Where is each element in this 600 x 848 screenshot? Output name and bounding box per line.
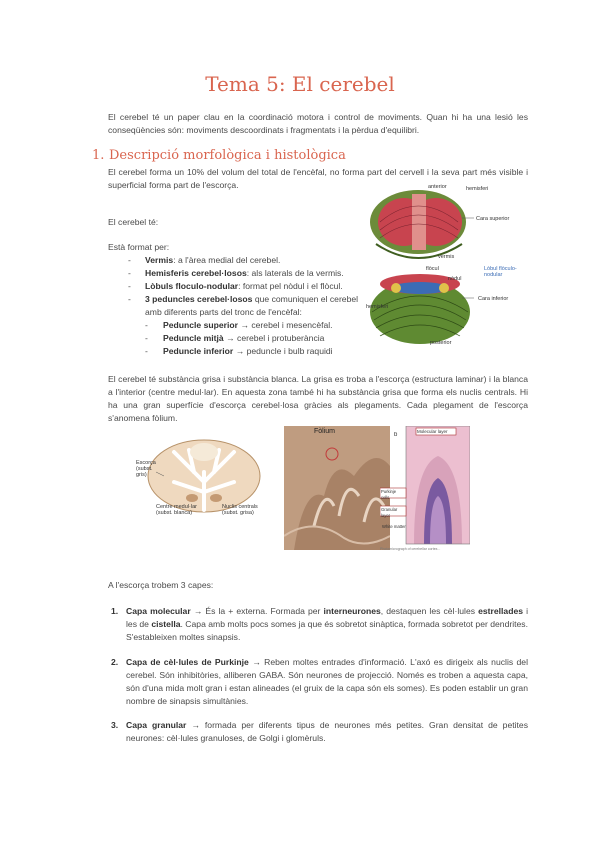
figure-tag-b: b — [394, 432, 398, 438]
label-hemisferi-inferior: hemisferi — [366, 304, 389, 310]
list-item-bold: Vermis — [145, 255, 174, 265]
cerebellum-illustration — [366, 180, 528, 348]
folium-image — [284, 426, 390, 550]
label-vermis: vermis — [438, 254, 455, 260]
label-lobul-floculo-nodular: Lòbul flòculo-nodular — [484, 266, 517, 278]
layer-plain-text: → Reben moltes entrades d'informació. L'axó es dirigeix als nuclis del cerebel. Són inhibitòries, alliberen GABA. Són neurones de projecció. Només es troben a aquesta capa, són d'una mida molt gran i estan alineades (el gruix de la capa són els somes). Es poden establir un gran nombre de sinapsis simultànies. — [126, 657, 528, 706]
layer-bold-text: Capa de cèl·lules de Purkinje — [126, 657, 249, 667]
list-item-text: : a l'àrea medial del cerebel. — [173, 255, 281, 265]
layer-bold-text: cistella — [151, 619, 181, 629]
sub-item-bold: Peduncle inferior — [163, 346, 234, 356]
intro-paragraph: El cerebel té un paper clau en la coordinació motora i control de moviments. Quan hi ha una lesió les conseqüències són: moviments descoordinats i fragmentats i la pèrdua d'equilibri. — [108, 112, 528, 135]
capes-intro: A l'escorça trobem 3 capes: — [108, 580, 214, 590]
layer-item-1 — [111, 605, 528, 644]
page-title: Tema 5: El cerebel — [205, 72, 395, 96]
sub-list-item: - Peduncle superior → cerebel i mesencèfal. — [145, 320, 333, 330]
layer-number: 3. — [111, 720, 119, 730]
label-folium: Fòlium — [314, 428, 336, 435]
section-heading — [92, 148, 346, 163]
layer-plain-text: → formada per diferents tipus de neurones més petites. Gran densitat de petites neurones: cèl·lules granuloses, de Golgi i glomèruls. — [126, 720, 528, 743]
list-item-text: : format pel nòdul i el flòcul. — [238, 281, 343, 291]
sub-list-item: - Peduncle mitjà → cerebel i protuberància — [145, 333, 325, 343]
sub-item-bold: Peduncle superior — [163, 320, 238, 330]
list-item-bold: Hemisferis cerebel·losos — [145, 268, 247, 278]
layer-plain-text: . Capa amb molts pocs somes ja que és sobretot sinàptica, formada sobretot per dendrites. S'estableixen moltes sinapsis. — [126, 619, 528, 642]
layer-plain-text: i les de — [126, 606, 528, 629]
label-cara-inferior: Cara inferior — [478, 296, 509, 302]
label-escorca: Escorça (subst. gris) — [136, 460, 156, 478]
layer-item-2 — [111, 656, 528, 708]
list-item: - Hemisferis cerebel·losos: als laterals de la vermis. — [128, 268, 344, 278]
section-paragraph-2: El cerebel té substància grisa i substància blanca. La grisa es troba a l'escorça (estructura laminar) i la blanca a l'interior (centre medul·lar). En aquesta zona també hi ha substància grisa que forma els nuclis centrals. Hi ha una gran superfície d'escorça cerebel·losa gràcies als plegaments. Cada plegament de l'escorça s'anomena fòlium. — [108, 374, 528, 423]
layer-bold-text: interneurones — [323, 606, 381, 616]
sub-item-bold: Peduncle mitjà — [163, 333, 224, 343]
list-item: - Lòbuls floculo-nodular: format pel nòdul i el flòcul. — [128, 281, 343, 291]
histology-caption: Photomicrograph of cerebellar cortex... — [380, 547, 441, 551]
sub-item-text: → cerebel i mesencèfal. — [237, 320, 333, 330]
list-item-bold: Lòbuls floculo-nodular — [145, 281, 239, 291]
label-molecular-layer: Molecular layer — [417, 429, 448, 434]
list-item-text: : als laterals de la vermis. — [246, 268, 344, 278]
label-flocul: flòcul — [426, 266, 439, 272]
list-item: - Vermis: a l'àrea medial del cerebel. — [128, 255, 281, 265]
layer-plain-text: , destaquen les cèl·lules — [380, 606, 479, 616]
esta-format-text: Està format per: — [108, 242, 170, 252]
cerebellum-diagram — [366, 180, 528, 348]
label-nodul: nòdul — [448, 276, 462, 282]
layer-bold-text: Capa granular — [126, 720, 187, 730]
label-nuclis-centrals: Nuclis centrals (subst. grisa) — [222, 504, 258, 516]
label-cara-superior: Cara superior — [476, 216, 510, 222]
peduncle-sublist — [145, 319, 368, 358]
label-purkinje-cells: Purkinje cells — [381, 489, 397, 500]
section-number: 1. — [92, 148, 105, 163]
section-paragraph-1: El cerebel forma un 10% del volum del total de l'encèfal, no forma part del cervell i la seva part més visible i superficial forma part de l'escorça. — [108, 167, 528, 190]
list-item-text: que comuniquen el cerebel amb diferents parts del tronc de l'encèfal: — [145, 294, 359, 317]
folium-photo — [284, 426, 390, 550]
label-granular-layer: Granular layer — [381, 507, 398, 518]
layer-number: 1. — [111, 606, 119, 616]
structure-list — [128, 254, 368, 358]
sub-list-item: - Peduncle inferior → peduncle i bulb raquidi — [145, 346, 333, 356]
list-item-bold: 3 peduncles cerebel·losos — [145, 294, 253, 304]
label-white-matter: White matter — [382, 524, 406, 529]
layer-bold-text: estrellades — [478, 606, 524, 616]
layer-bold-text: Capa molecular — [126, 606, 191, 616]
cerebellum-section-drawing — [134, 432, 274, 528]
layer-text — [126, 606, 528, 642]
label-hemisferi: hemisferi — [466, 186, 489, 192]
layer-plain-text: → És la + externa. Formada per — [190, 606, 324, 616]
layer-text — [126, 720, 528, 743]
section-title: Descripció morfològica i histològica — [109, 148, 346, 163]
el-cerebel-te-text: El cerebel té: — [108, 217, 159, 227]
label-posterior: posterior — [430, 340, 452, 346]
label-centre-medullar: Centre medul·lar (subst. blanca) — [156, 504, 197, 516]
sub-item-text: → cerebel i protuberància — [223, 333, 325, 343]
sub-item-text: → peduncle i bulb raquidi — [233, 346, 333, 356]
label-anterior: anterior — [428, 184, 447, 190]
list-item: - 3 peduncles cerebel·losos que comuniquen el cerebel amb diferents parts del tronc de l'encèfal: - Peduncle superior → cerebel i mesencèfal. - Peduncle mitjà → cerebel i protuberància - Peduncle inferior → peduncle i bulb raquidi — [128, 293, 368, 358]
layer-item-3 — [111, 719, 528, 745]
histology-photo — [380, 426, 470, 554]
layer-text — [126, 657, 528, 706]
layer-number: 2. — [111, 657, 119, 667]
